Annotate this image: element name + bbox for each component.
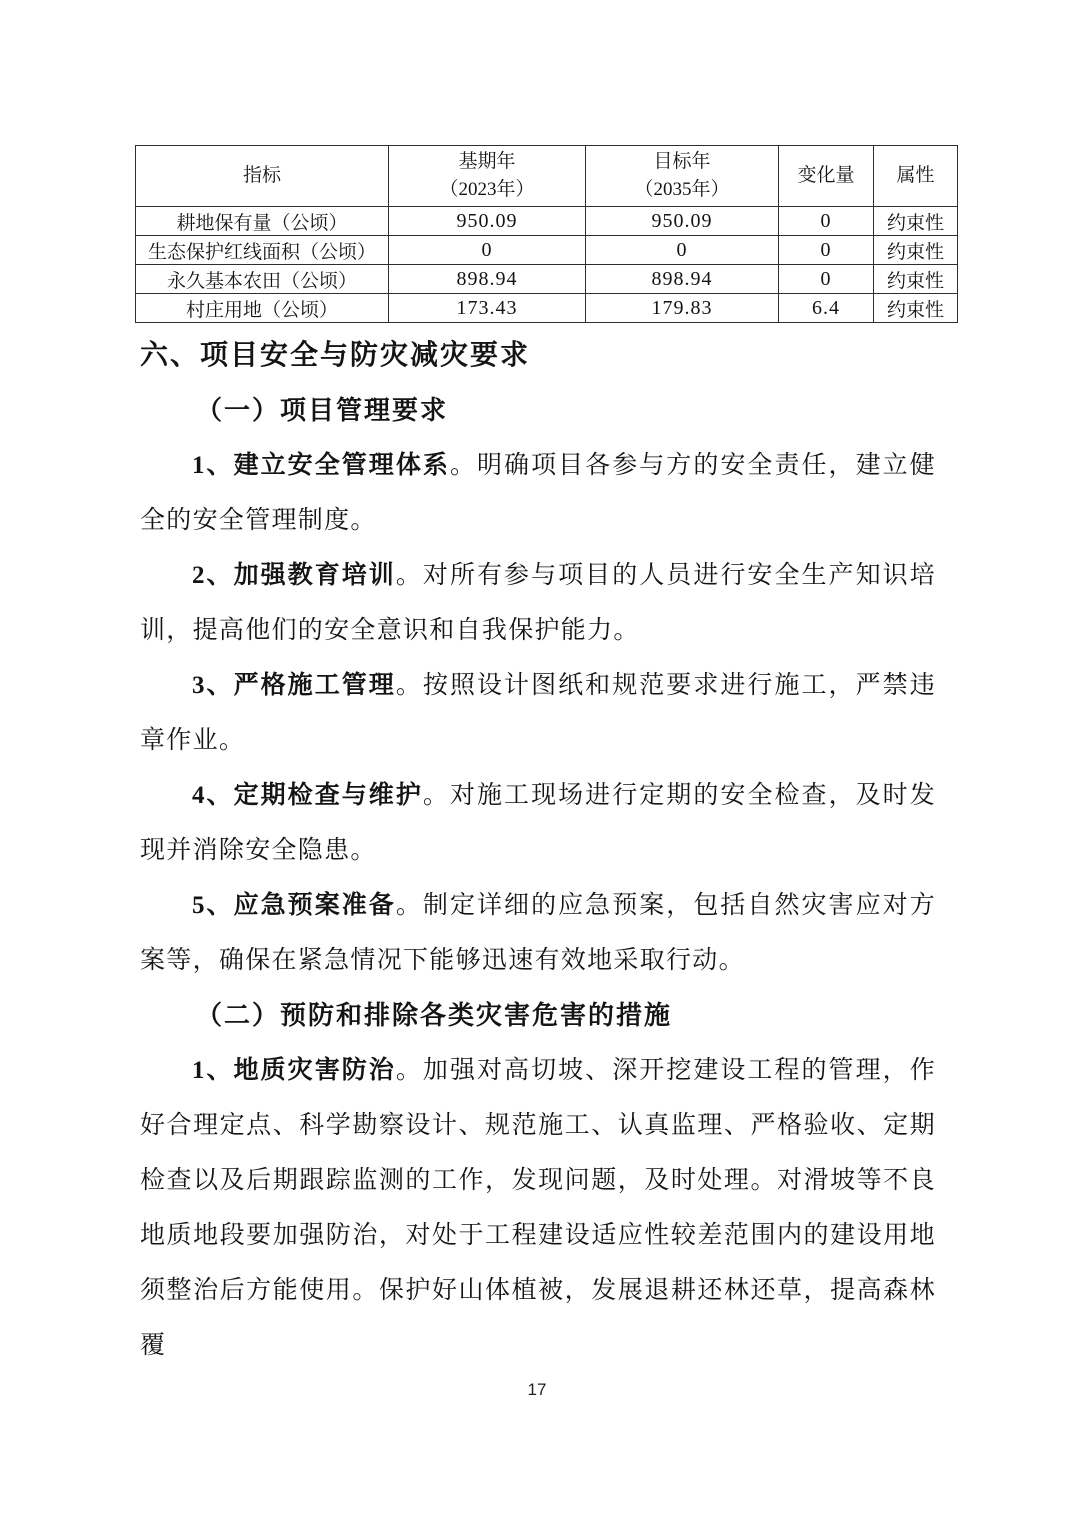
cell-indicator: 生态保护红线面积（公顷） [136,236,389,265]
table-row [136,294,958,323]
paragraph-lead: 4、定期检查与维护 [192,782,423,809]
table-row [136,207,958,236]
paragraph-text: 。加强对高切坡、深开挖建设工程的管理，作好合理定点、科学勘察设计、规范施工、认真监理、严格验收、定期检查以及后期跟踪监测的工作，发现问题，及时处理。对滑坡等不良地质地段要加强防治，对处于工程建设适应性较差范围内的建设用地须整治后方能使用。保护好山体植被，发展退耕还林还草，提高森林覆 [140,1057,936,1359]
column-header-base-year [389,146,586,207]
indicator-table [135,145,958,323]
cell-attribute: 约束性 [874,265,958,294]
paragraph [140,878,936,988]
cell-base-value: 173.43 [389,294,586,323]
paragraph-text: 。明确项目各参与方的安全责任，建立健全的安全管理制度。 [140,452,936,534]
cell-target-value: 0 [586,236,779,265]
paragraph-lead: 5、应急预案准备 [192,892,396,919]
cell-attribute: 约束性 [874,294,958,323]
cell-change-value: 6.4 [779,294,874,323]
document-body [140,328,936,1373]
cell-attribute: 约束性 [874,207,958,236]
cell-base-value: 898.94 [389,265,586,294]
section-heading-2: （二）预防和排除各类灾害危害的措施 [196,1001,673,1030]
paragraph-text: 。对施工现场进行定期的安全检查，及时发现并消除安全隐患。 [140,782,937,864]
cell-target-value: 950.09 [586,207,779,236]
cell-base-value: 0 [389,236,586,265]
cell-indicator: 耕地保有量（公顷） [136,207,389,236]
table-row [136,236,958,265]
cell-target-value: 898.94 [586,265,779,294]
paragraph-text: 。按照设计图纸和规范要求进行施工，严禁违章作业。 [140,672,936,754]
column-header-target-year-line2: （2035年） [634,179,730,200]
section-heading-1: （一）项目管理要求 [196,396,449,425]
paragraph-text: 。对所有参与项目的人员进行安全生产知识培训，提高他们的安全意识和自我保护能力。 [140,562,936,644]
cell-attribute: 约束性 [874,236,958,265]
cell-indicator: 永久基本农田（公顷） [136,265,389,294]
cell-change-value: 0 [779,265,874,294]
paragraph [140,1043,936,1373]
paragraph-lead: 3、严格施工管理 [192,672,396,699]
paragraph [140,548,936,658]
cell-base-value: 950.09 [389,207,586,236]
paragraph [140,658,936,768]
chapter-heading: 六、项目安全与防灾减灾要求 [140,340,531,371]
column-header-attribute: 属性 [874,146,958,207]
paragraph-lead: 1、地质灾害防治 [192,1057,396,1084]
page-number: 17 [527,1380,547,1399]
column-header-base-year-line2: （2023年） [439,179,535,200]
paragraph [140,438,936,548]
cell-target-value: 179.83 [586,294,779,323]
cell-change-value: 0 [779,207,874,236]
paragraph [140,768,936,878]
paragraph-lead: 1、建立安全管理体系 [192,452,450,479]
cell-indicator: 村庄用地（公顷） [136,294,389,323]
paragraph-lead: 2、加强教育培训 [192,562,396,589]
column-header-target-year [586,146,779,207]
column-header-base-year-line1: 基期年 [458,151,516,173]
table-row [136,265,958,294]
paragraph-text: 。制定详细的应急预案，包括自然灾害应对方案等，确保在紧急情况下能够迅速有效地采取行动。 [140,892,936,974]
cell-change-value: 0 [779,236,874,265]
column-header-target-year-line1: 目标年 [653,151,711,173]
column-header-indicator: 指标 [136,146,389,207]
column-header-change: 变化量 [779,146,874,207]
table-header-row [136,146,958,207]
